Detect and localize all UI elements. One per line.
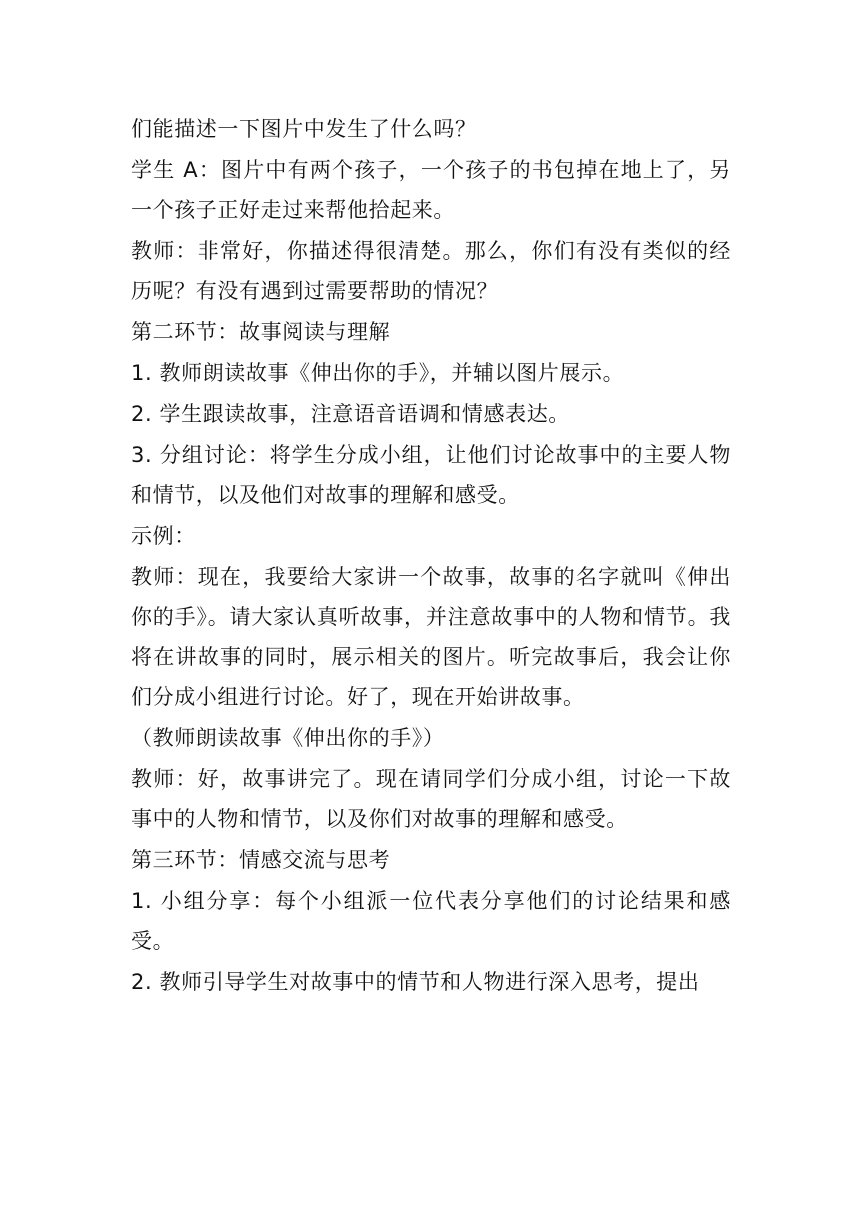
example-label: 示例： bbox=[131, 524, 196, 548]
list-item-guide: 2. 教师引导学生对故事中的情节和人物进行深入思考，提出 bbox=[131, 970, 700, 994]
paragraph-stage-direction: （教师朗读故事《伸出你的手》） bbox=[131, 726, 445, 750]
paragraph-teacher-story-intro: 教师：现在，我要给大家讲一个故事，故事的名字就叫《伸出你的手》。请大家认真听故事，并注意故事中的人物和情节。我将在讲故事的同时，展示相关的图片。听完故事后，我会让你们分成小组进行讨论。好了，现在开始讲故事。 bbox=[131, 565, 731, 709]
list-item-1: 1. 教师朗读故事《伸出你的手》，并辅以图片展示。 bbox=[131, 361, 625, 385]
section-heading-3: 第三环节：情感交流与思考 bbox=[131, 848, 391, 872]
paragraph-teacher-followup: 教师：非常好，你描述得很清楚。那么，你们有没有类似的经历呢？有没有遇到过需要帮助的情况？ bbox=[131, 239, 731, 303]
list-item-3: 3. 分组讨论：将学生分成小组，让他们讨论故事中的主要人物和情节，以及他们对故事的理解和感受。 bbox=[131, 443, 731, 507]
paragraph-student-a-answer: 学生 A：图片中有两个孩子，一个孩子的书包掉在地上了，另一个孩子正好走过来帮他拾起来。 bbox=[131, 158, 731, 222]
document-body bbox=[131, 109, 731, 1003]
list-item-share: 1. 小组分享：每个小组派一位代表分享他们的讨论结果和感受。 bbox=[131, 889, 731, 953]
list-item-2: 2. 学生跟读故事，注意语音语调和情感表达。 bbox=[131, 402, 570, 426]
paragraph-teacher-discussion: 教师：好，故事讲完了。现在请同学们分成小组，讨论一下故事中的人物和情节，以及你们对故事的理解和感受。 bbox=[131, 767, 731, 831]
section-heading-2: 第二环节：故事阅读与理解 bbox=[131, 320, 391, 344]
paragraph-question-continuation: 们能描述一下图片中发生了什么吗？ bbox=[131, 117, 477, 141]
